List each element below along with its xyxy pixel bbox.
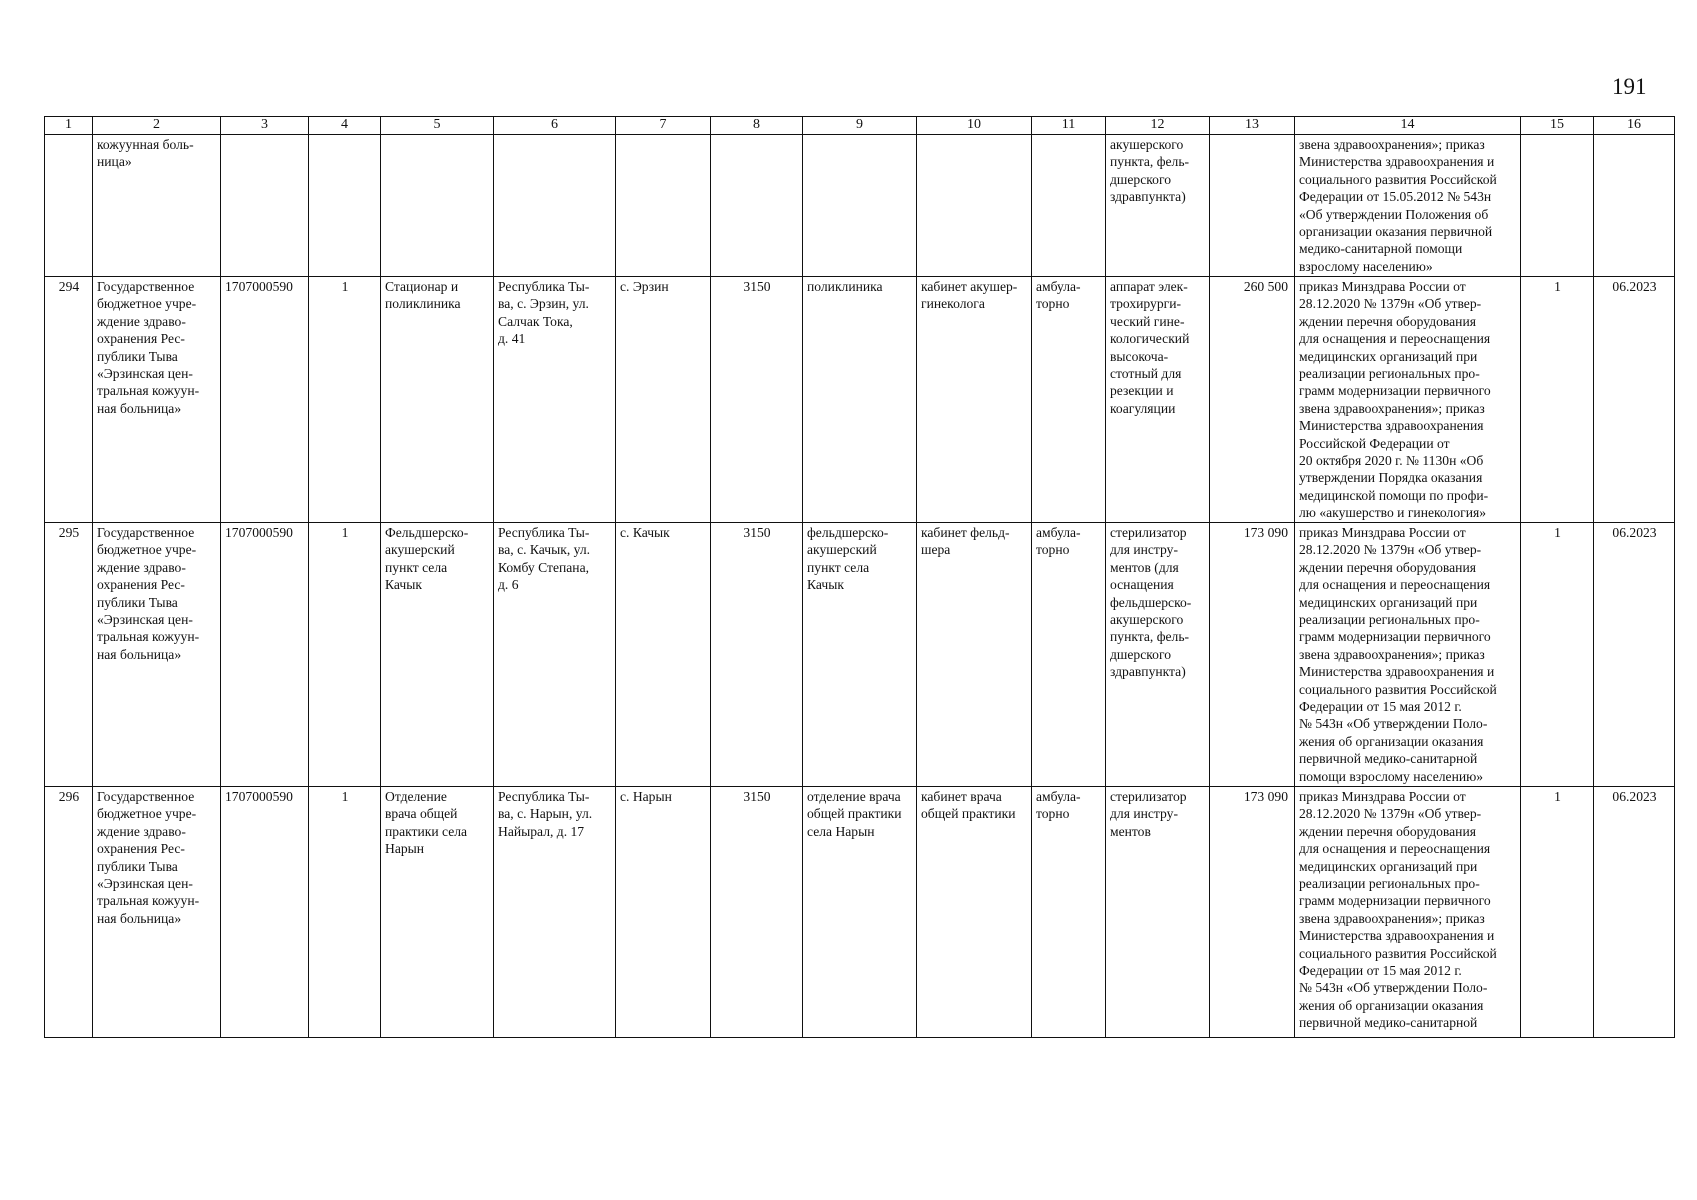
institution-name: Государственное бюджетное учре- ждение здраво- охранения Рес- публики Тыва «Эрзинская цен- тральная кожуун- ная больница» [93,787,221,1038]
subdivision-cell [381,135,494,277]
table-row [45,135,1675,277]
date-cell: 06.2023 [1594,787,1675,1038]
cost-cell: 173 090 [1210,787,1295,1038]
header-cell: 11 [1032,117,1106,135]
equipment-cell: стерилизатор для инстру- ментов [1106,787,1210,1038]
header-cell: 5 [381,117,494,135]
code-cell: 3150 [711,277,803,523]
count-cell: 1 [309,277,381,523]
table-row [45,277,1675,523]
header-cell: 7 [616,117,711,135]
equipment-cell: акушерского пункта, фель- дшерского здравпункта) [1106,135,1210,277]
header-cell: 3 [221,117,309,135]
header-cell: 16 [1594,117,1675,135]
count-cell: 1 [309,787,381,1038]
code-cell [711,135,803,277]
table-header-row [45,117,1675,135]
legal-basis-cell: приказ Минздрава России от 28.12.2020 № 1379н «Об утвер- ждении перечня оборудования для оснащения и переоснащения медицинских организаций при реализации региональных про- грамм модернизации первичного звена здравоохранения»; приказ Министерства здравоохранения и социального развития Российской Федерации от 15 мая 2012 г. № 543н «Об утверждении Поло- жения об организации оказания первичной медико-санитарной помощи взрослому населению» [1295,523,1521,787]
inn-cell [221,135,309,277]
care-mode-cell: амбула- торно [1032,277,1106,523]
institution-name: Государственное бюджетное учре- ждение здраво- охранения Рес- публики Тыва «Эрзинская цен- тральная кожуун- ная больница» [93,523,221,787]
equipment-cell: аппарат элек- трохирурги- ческий гине- кологический высокоча- стотный для резекции и коагуляции [1106,277,1210,523]
address-cell: Республика Ты- ва, с. Качык, ул. Комбу Степана, д. 6 [494,523,616,787]
cost-cell: 260 500 [1210,277,1295,523]
legal-basis-cell: приказ Минздрава России от 28.12.2020 № 1379н «Об утвер- ждении перечня оборудования для оснащения и переоснащения медицинских организаций при реализации региональных про- грамм модернизации первичного звена здравоохранения»; приказ Министерства здравоохранения Российской Федерации от 20 октября 2020 г. № 1130н «Об утверждении Порядка оказания медицинской помощи по профи- лю «акушерство и гинекология» [1295,277,1521,523]
locality-cell: с. Качык [616,523,711,787]
quantity-cell [1521,135,1594,277]
count-cell: 1 [309,523,381,787]
care-mode-cell [1032,135,1106,277]
cost-cell: 173 090 [1210,523,1295,787]
quantity-cell: 1 [1521,277,1594,523]
legal-basis-cell: звена здравоохранения»; приказ Министерства здравоохранения и социального развития Российской Федерации от 15.05.2012 № 543н «Об утверждении Положения об организации оказания первичной медико-санитарной помощи взрослому населению» [1295,135,1521,277]
inn-cell: 1707000590 [221,523,309,787]
inn-cell: 1707000590 [221,277,309,523]
header-cell: 14 [1295,117,1521,135]
subdivision-cell: Стационар и поликлиника [381,277,494,523]
institution-name: Государственное бюджетное учре- ждение здраво- охранения Рес- публики Тыва «Эрзинская цен- тральная кожуун- ная больница» [93,277,221,523]
header-cell: 1 [45,117,93,135]
header-cell: 4 [309,117,381,135]
header-cell: 12 [1106,117,1210,135]
row-number [45,135,93,277]
department-cell [803,135,917,277]
header-cell: 15 [1521,117,1594,135]
legal-basis-cell: приказ Минздрава России от 28.12.2020 № 1379н «Об утвер- ждении перечня оборудования для оснащения и переоснащения медицинских организаций при реализации региональных про- грамм модернизации первичного звена здравоохранения»; приказ Министерства здравоохранения и социального развития Российской Федерации от 15 мая 2012 г. № 543н «Об утверждении Поло- жения об организации оказания первичной медико-санитарной [1295,787,1521,1038]
subdivision-cell: Отделение врача общей практики села Нарын [381,787,494,1038]
equipment-table [44,116,1675,1038]
locality-cell [616,135,711,277]
table-row [45,523,1675,787]
date-cell: 06.2023 [1594,523,1675,787]
header-cell: 10 [917,117,1032,135]
locality-cell: с. Нарын [616,787,711,1038]
address-cell: Республика Ты- ва, с. Эрзин, ул. Салчак Тока, д. 41 [494,277,616,523]
cost-cell [1210,135,1295,277]
row-number: 296 [45,787,93,1038]
address-cell [494,135,616,277]
header-cell: 9 [803,117,917,135]
institution-name: кожуунная боль- ница» [93,135,221,277]
row-number: 295 [45,523,93,787]
department-cell: отделение врача общей практики села Нарын [803,787,917,1038]
cabinet-cell: кабинет врача общей практики [917,787,1032,1038]
table-row [45,787,1675,1038]
code-cell: 3150 [711,523,803,787]
header-cell: 13 [1210,117,1295,135]
date-cell [1594,135,1675,277]
quantity-cell: 1 [1521,787,1594,1038]
cabinet-cell [917,135,1032,277]
equipment-cell: стерилизатор для инстру- ментов (для оснащения фельдшерско- акушерского пункта, фель- дшерского здравпункта) [1106,523,1210,787]
header-cell: 2 [93,117,221,135]
address-cell: Республика Ты- ва, с. Нарын, ул. Найырал, д. 17 [494,787,616,1038]
code-cell: 3150 [711,787,803,1038]
header-cell: 8 [711,117,803,135]
date-cell: 06.2023 [1594,277,1675,523]
cabinet-cell: кабинет фельд- шера [917,523,1032,787]
row-number: 294 [45,277,93,523]
care-mode-cell: амбула- торно [1032,787,1106,1038]
count-cell [309,135,381,277]
subdivision-cell: Фельдшерско- акушерский пункт села Качык [381,523,494,787]
locality-cell: с. Эрзин [616,277,711,523]
department-cell: поликлиника [803,277,917,523]
department-cell: фельдшерско- акушерский пункт села Качык [803,523,917,787]
header-cell: 6 [494,117,616,135]
inn-cell: 1707000590 [221,787,309,1038]
quantity-cell: 1 [1521,523,1594,787]
cabinet-cell: кабинет акушер- гинеколога [917,277,1032,523]
care-mode-cell: амбула- торно [1032,523,1106,787]
page-number: 191 [1612,74,1647,99]
